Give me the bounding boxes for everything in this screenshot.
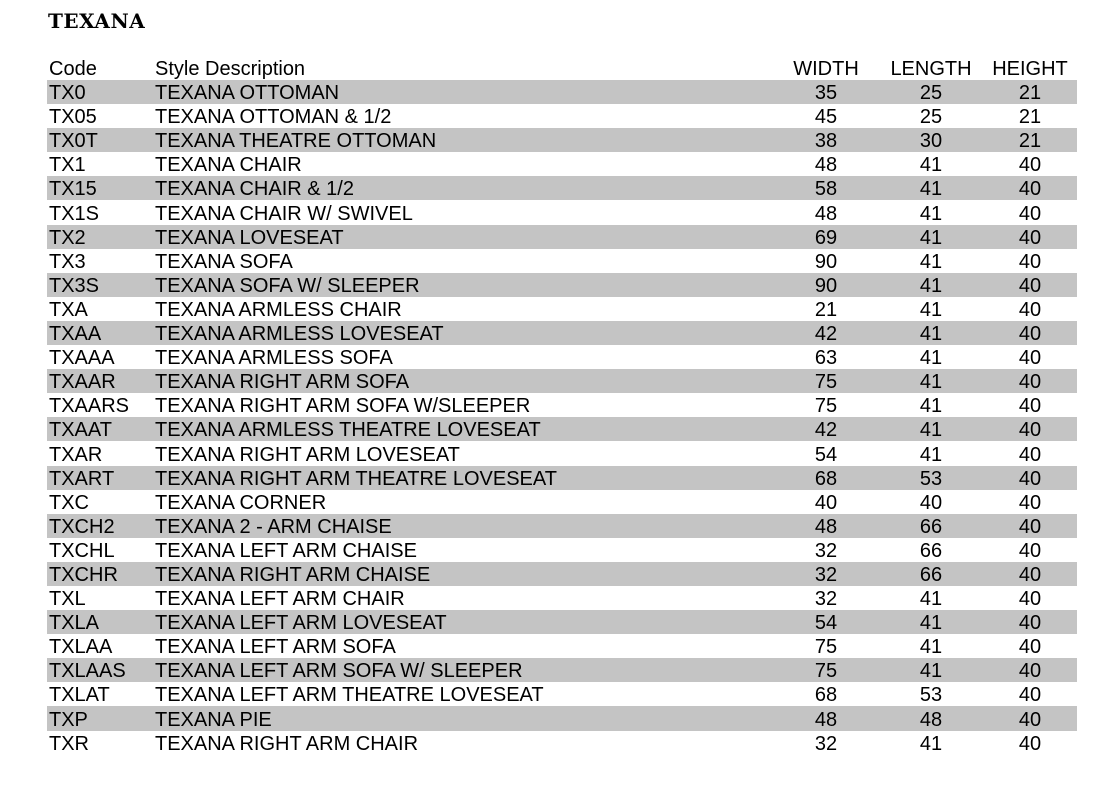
table-row bbox=[47, 321, 1077, 345]
cell-code: TXAR bbox=[47, 441, 153, 465]
cell-height: 40 bbox=[983, 249, 1077, 273]
cell-description: TEXANA ARMLESS LOVESEAT bbox=[153, 321, 773, 345]
cell-width: 75 bbox=[773, 393, 879, 417]
table-row bbox=[47, 104, 1077, 128]
cell-height: 21 bbox=[983, 104, 1077, 128]
cell-length: 48 bbox=[879, 706, 983, 730]
cell-width: 75 bbox=[773, 634, 879, 658]
cell-height: 21 bbox=[983, 128, 1077, 152]
header-width: WIDTH bbox=[793, 58, 859, 80]
cell-height: 40 bbox=[983, 321, 1077, 345]
table-body bbox=[47, 80, 1077, 755]
table-row bbox=[47, 152, 1077, 176]
cell-description: TEXANA OTTOMAN & 1/2 bbox=[153, 104, 773, 128]
cell-length: 53 bbox=[879, 682, 983, 706]
cell-width: 32 bbox=[773, 562, 879, 586]
cell-code: TXLAAS bbox=[47, 658, 153, 682]
cell-height: 40 bbox=[983, 225, 1077, 249]
cell-height: 40 bbox=[983, 152, 1077, 176]
cell-length: 41 bbox=[879, 610, 983, 634]
cell-length: 41 bbox=[879, 297, 983, 321]
table-row bbox=[47, 128, 1077, 152]
cell-length: 30 bbox=[879, 128, 983, 152]
table-row bbox=[47, 225, 1077, 249]
cell-description: TEXANA CHAIR & 1/2 bbox=[153, 176, 773, 200]
cell-length: 66 bbox=[879, 514, 983, 538]
cell-height: 40 bbox=[983, 200, 1077, 224]
table-row bbox=[47, 273, 1077, 297]
cell-description: TEXANA RIGHT ARM THEATRE LOVESEAT bbox=[153, 466, 773, 490]
cell-width: 32 bbox=[773, 731, 879, 755]
cell-code: TXLAA bbox=[47, 634, 153, 658]
cell-description: TEXANA ARMLESS CHAIR bbox=[153, 297, 773, 321]
cell-description: TEXANA RIGHT ARM CHAISE bbox=[153, 562, 773, 586]
cell-code: TX15 bbox=[47, 176, 153, 200]
cell-description: TEXANA SOFA W/ SLEEPER bbox=[153, 273, 773, 297]
table-row bbox=[47, 200, 1077, 224]
table-row bbox=[47, 441, 1077, 465]
cell-length: 41 bbox=[879, 369, 983, 393]
cell-code: TXR bbox=[47, 731, 153, 755]
cell-code: TX0 bbox=[47, 80, 153, 104]
cell-code: TXCH2 bbox=[47, 514, 153, 538]
cell-length: 41 bbox=[879, 731, 983, 755]
cell-height: 40 bbox=[983, 417, 1077, 441]
cell-width: 48 bbox=[773, 706, 879, 730]
table-row bbox=[47, 249, 1077, 273]
cell-height: 40 bbox=[983, 297, 1077, 321]
cell-description: TEXANA RIGHT ARM SOFA W/SLEEPER bbox=[153, 393, 773, 417]
cell-length: 41 bbox=[879, 634, 983, 658]
cell-code: TXLAT bbox=[47, 682, 153, 706]
cell-code: TXCHR bbox=[47, 562, 153, 586]
cell-width: 40 bbox=[773, 490, 879, 514]
cell-height: 40 bbox=[983, 706, 1077, 730]
cell-code: TXAAT bbox=[47, 417, 153, 441]
header-code: Code bbox=[49, 58, 97, 80]
cell-height: 40 bbox=[983, 658, 1077, 682]
cell-length: 40 bbox=[879, 490, 983, 514]
cell-code: TX1S bbox=[47, 200, 153, 224]
cell-description: TEXANA ARMLESS THEATRE LOVESEAT bbox=[153, 417, 773, 441]
cell-width: 63 bbox=[773, 345, 879, 369]
cell-width: 90 bbox=[773, 273, 879, 297]
cell-description: TEXANA LEFT ARM CHAISE bbox=[153, 538, 773, 562]
cell-description: TEXANA LEFT ARM THEATRE LOVESEAT bbox=[153, 682, 773, 706]
cell-width: 38 bbox=[773, 128, 879, 152]
table-row bbox=[47, 466, 1077, 490]
cell-height: 40 bbox=[983, 562, 1077, 586]
cell-length: 66 bbox=[879, 562, 983, 586]
table-row bbox=[47, 706, 1077, 730]
cell-height: 40 bbox=[983, 369, 1077, 393]
table-row bbox=[47, 634, 1077, 658]
header-length: LENGTH bbox=[890, 58, 972, 80]
cell-length: 25 bbox=[879, 80, 983, 104]
cell-width: 68 bbox=[773, 466, 879, 490]
cell-description: TEXANA THEATRE OTTOMAN bbox=[153, 128, 773, 152]
table-row bbox=[47, 297, 1077, 321]
cell-length: 41 bbox=[879, 658, 983, 682]
table-row bbox=[47, 80, 1077, 104]
cell-length: 25 bbox=[879, 104, 983, 128]
page-title: TEXANA bbox=[48, 9, 146, 33]
cell-length: 41 bbox=[879, 225, 983, 249]
cell-height: 40 bbox=[983, 176, 1077, 200]
cell-code: TXC bbox=[47, 490, 153, 514]
cell-code: TXP bbox=[47, 706, 153, 730]
cell-length: 41 bbox=[879, 321, 983, 345]
cell-code: TXAA bbox=[47, 321, 153, 345]
cell-code: TXA bbox=[47, 297, 153, 321]
product-dimensions-table bbox=[47, 57, 1077, 755]
cell-length: 41 bbox=[879, 152, 983, 176]
table-row bbox=[47, 682, 1077, 706]
header-description: Style Description bbox=[155, 58, 306, 80]
table-row bbox=[47, 610, 1077, 634]
table-row bbox=[47, 176, 1077, 200]
cell-width: 32 bbox=[773, 538, 879, 562]
cell-length: 66 bbox=[879, 538, 983, 562]
table-row bbox=[47, 562, 1077, 586]
cell-description: TEXANA LOVESEAT bbox=[153, 225, 773, 249]
cell-code: TX1 bbox=[47, 152, 153, 176]
cell-code: TXAAA bbox=[47, 345, 153, 369]
table-row bbox=[47, 586, 1077, 610]
cell-code: TXCHL bbox=[47, 538, 153, 562]
cell-length: 41 bbox=[879, 417, 983, 441]
cell-code: TXLA bbox=[47, 610, 153, 634]
cell-height: 40 bbox=[983, 514, 1077, 538]
cell-height: 40 bbox=[983, 610, 1077, 634]
header-row bbox=[47, 57, 1077, 80]
cell-height: 40 bbox=[983, 731, 1077, 755]
cell-description: TEXANA LEFT ARM CHAIR bbox=[153, 586, 773, 610]
cell-width: 21 bbox=[773, 297, 879, 321]
cell-description: TEXANA ARMLESS SOFA bbox=[153, 345, 773, 369]
cell-description: TEXANA LEFT ARM SOFA W/ SLEEPER bbox=[153, 658, 773, 682]
cell-height: 40 bbox=[983, 466, 1077, 490]
cell-width: 75 bbox=[773, 658, 879, 682]
cell-width: 69 bbox=[773, 225, 879, 249]
cell-description: TEXANA 2 - ARM CHAISE bbox=[153, 514, 773, 538]
cell-description: TEXANA RIGHT ARM SOFA bbox=[153, 369, 773, 393]
table-row bbox=[47, 417, 1077, 441]
cell-width: 45 bbox=[773, 104, 879, 128]
cell-length: 41 bbox=[879, 273, 983, 297]
cell-length: 41 bbox=[879, 200, 983, 224]
table-row bbox=[47, 490, 1077, 514]
cell-code: TX3S bbox=[47, 273, 153, 297]
cell-length: 41 bbox=[879, 176, 983, 200]
cell-length: 41 bbox=[879, 586, 983, 610]
cell-width: 48 bbox=[773, 514, 879, 538]
cell-code: TXAARS bbox=[47, 393, 153, 417]
cell-code: TX3 bbox=[47, 249, 153, 273]
cell-height: 40 bbox=[983, 441, 1077, 465]
cell-width: 32 bbox=[773, 586, 879, 610]
cell-length: 41 bbox=[879, 345, 983, 369]
cell-width: 35 bbox=[773, 80, 879, 104]
table-row bbox=[47, 514, 1077, 538]
cell-height: 40 bbox=[983, 682, 1077, 706]
cell-length: 53 bbox=[879, 466, 983, 490]
table-row bbox=[47, 345, 1077, 369]
cell-description: TEXANA OTTOMAN bbox=[153, 80, 773, 104]
header-height: HEIGHT bbox=[992, 58, 1068, 80]
cell-width: 75 bbox=[773, 369, 879, 393]
cell-width: 90 bbox=[773, 249, 879, 273]
cell-height: 40 bbox=[983, 273, 1077, 297]
cell-height: 21 bbox=[983, 80, 1077, 104]
table-row bbox=[47, 369, 1077, 393]
cell-description: TEXANA CHAIR bbox=[153, 152, 773, 176]
cell-code: TXAAR bbox=[47, 369, 153, 393]
cell-length: 41 bbox=[879, 393, 983, 417]
cell-length: 41 bbox=[879, 249, 983, 273]
table-row bbox=[47, 393, 1077, 417]
cell-description: TEXANA PIE bbox=[153, 706, 773, 730]
cell-code: TXART bbox=[47, 466, 153, 490]
table-row bbox=[47, 538, 1077, 562]
cell-description: TEXANA LEFT ARM SOFA bbox=[153, 634, 773, 658]
cell-width: 54 bbox=[773, 441, 879, 465]
cell-description: TEXANA RIGHT ARM LOVESEAT bbox=[153, 441, 773, 465]
cell-code: TX2 bbox=[47, 225, 153, 249]
cell-description: TEXANA RIGHT ARM CHAIR bbox=[153, 731, 773, 755]
cell-code: TXL bbox=[47, 586, 153, 610]
cell-description: TEXANA LEFT ARM LOVESEAT bbox=[153, 610, 773, 634]
cell-width: 42 bbox=[773, 321, 879, 345]
cell-code: TX0T bbox=[47, 128, 153, 152]
cell-height: 40 bbox=[983, 586, 1077, 610]
cell-description: TEXANA CHAIR W/ SWIVEL bbox=[153, 200, 773, 224]
cell-description: TEXANA SOFA bbox=[153, 249, 773, 273]
cell-description: TEXANA CORNER bbox=[153, 490, 773, 514]
cell-width: 54 bbox=[773, 610, 879, 634]
cell-width: 48 bbox=[773, 200, 879, 224]
table-header bbox=[47, 57, 1077, 80]
cell-length: 41 bbox=[879, 441, 983, 465]
cell-height: 40 bbox=[983, 538, 1077, 562]
table-row bbox=[47, 731, 1077, 755]
cell-height: 40 bbox=[983, 490, 1077, 514]
cell-height: 40 bbox=[983, 345, 1077, 369]
cell-width: 68 bbox=[773, 682, 879, 706]
cell-width: 42 bbox=[773, 417, 879, 441]
cell-height: 40 bbox=[983, 393, 1077, 417]
cell-code: TX05 bbox=[47, 104, 153, 128]
cell-width: 48 bbox=[773, 152, 879, 176]
cell-height: 40 bbox=[983, 634, 1077, 658]
table-row bbox=[47, 658, 1077, 682]
cell-width: 58 bbox=[773, 176, 879, 200]
